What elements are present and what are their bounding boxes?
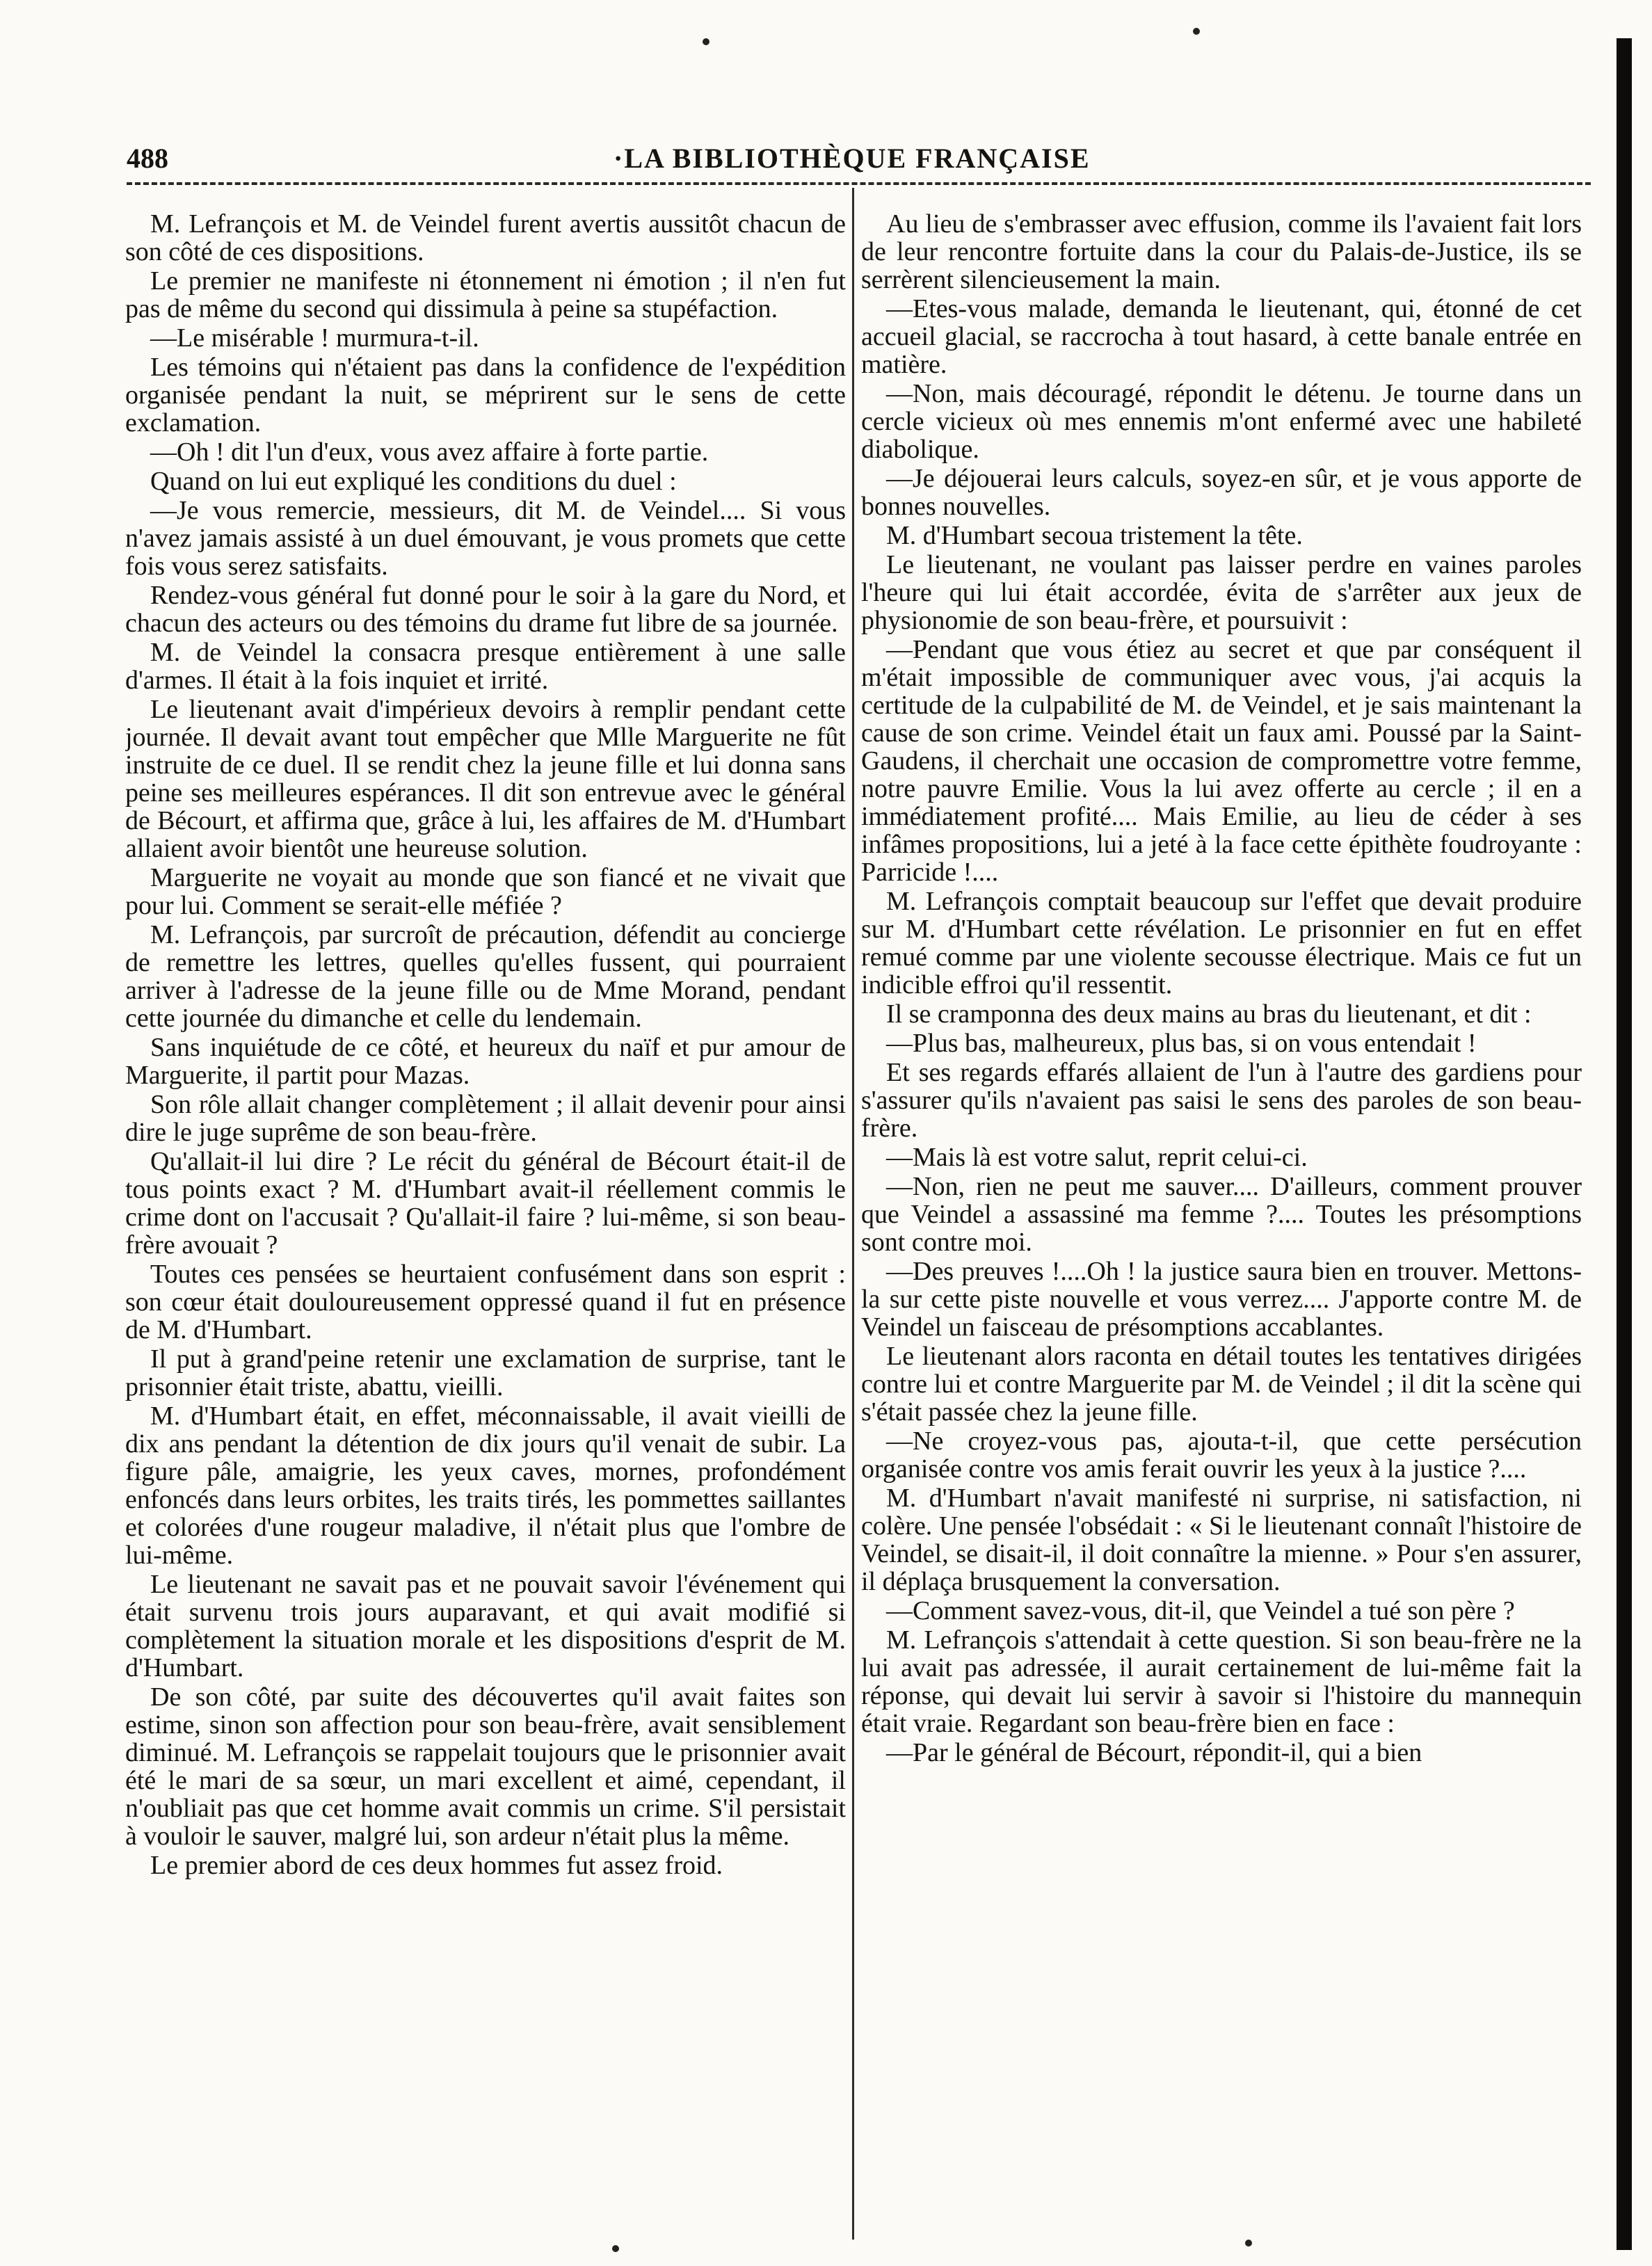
paragraph: Rendez-vous général fut donné pour le soir à la gare du Nord, et chacun des acteurs ou des témoins du drame fut libre de sa journée. (125, 581, 846, 638)
paragraph: Son rôle allait changer complètement ; il allait devenir pour ainsi dire le juge suprême de son beau-frère. (125, 1090, 846, 1147)
ink-speck (1245, 2240, 1252, 2247)
paragraph: Il put à grand'peine retenir une exclamation de surprise, tant le prisonnier était triste, abattu, vieilli. (125, 1344, 846, 1401)
paragraph: —Non, rien ne peut me sauver.... D'ailleurs, comment prouver que Veindel a assassiné ma femme ?.... Toutes les présomptions sont contre moi. (861, 1172, 1582, 1257)
paragraph: Le premier abord de ces deux hommes fut assez froid. (150, 1851, 723, 1880)
paragraph: —Par le général de Bécourt, répondit-il, qui a bien (886, 1738, 1422, 1767)
paragraph: —Je vous remercie, messieurs, dit M. de Veindel.... Si vous n'avez jamais assisté à un duel émouvant, je vous promets que cette fois vous serez satisfaits. (125, 496, 846, 581)
paragraph: —Oh ! dit l'un d'eux, vous avez affaire à forte partie. (150, 437, 709, 467)
paragraph: Il se cramponna des deux mains au bras du lieutenant, et dit : (886, 999, 1532, 1029)
page-number: 488 (127, 143, 168, 174)
paragraph: Qu'allait-il lui dire ? Le récit du général de Bécourt était-il de tous points exact ? M. d'Humbart avait-il réellement commis le crime dont on l'accusait ? Qu'allait-il faire ? lui-même, si son beau-frère avouait ? (125, 1147, 846, 1260)
paragraph: —Pendant que vous étiez au secret et que par conséquent il m'était impossible de communiquer avec vous, j'ai acquis la certitude de la culpabilité de M. de Veindel, et je sais maintenant la cause de son crime. Veindel était un faux ami. Poussé par la Saint-Gaudens, il cherchait une occasion de compromettre votre femme, notre pauvre Emilie. Vous la lui avez offerte au cercle ; il en a immédiatement profité.... Mais Emilie, au lieu de céder à ses infâmes propositions, lui a jeté à la face cette épithète foudroyante : Parricide !.... (861, 635, 1582, 887)
paragraph: M. de Veindel la consacra presque entièrement à une salle d'armes. Il était à la fois inquiet et irrité. (125, 638, 846, 695)
paragraph: —Ne croyez-vous pas, ajouta-t-il, que cette persécution organisée contre vos amis ferait ouvrir les yeux à la justice ?.... (861, 1427, 1582, 1484)
paragraph: M. Lefrançois s'attendait à cette question. Si son beau-frère ne la lui avait pas adressée, il aurait certainement de lui-même fait la réponse, qui devait lui servir à savoir si l'histoire du mannequin était vraie. Regardant son beau-frère bien en face : (861, 1625, 1582, 1738)
paragraph: M. d'Humbart secoua tristement la tête. (886, 521, 1303, 550)
paragraph: —Mais là est votre salut, reprit celui-ci. (886, 1143, 1308, 1172)
paragraph: —Non, mais découragé, répondit le détenu. Je tourne dans un cercle vicieux où mes ennemis m'ont enfermé avec une habileté diabolique. (861, 379, 1582, 464)
paragraph: —Des preuves !....Oh ! la justice saura bien en trouver. Mettons-la sur cette piste nouvelle et vous verrez.... J'apporte contre M. de Veindel un faisceau de présomptions accablantes. (861, 1257, 1582, 1342)
header-rule (127, 182, 1591, 185)
paragraph: De son côté, par suite des découvertes qu'il avait faites son estime, sinon son affection pour son beau-frère, avait sensiblement diminué. M. Lefrançois se rappelait toujours que le prisonnier avait été le mari de sa sœur, un mari excellent et aimé, cependant, il n'oubliait pas que cet homme avait commis un crime. S'il persistait à vouloir le sauver, malgré lui, son ardeur n'était plus la même. (125, 1682, 846, 1851)
paragraph: Les témoins qui n'étaient pas dans la confidence de l'expédition organisée pendant la nuit, se méprirent sur le sens de cette exclamation. (125, 353, 846, 437)
paragraph: —Comment savez-vous, dit-il, que Veindel a tué son père ? (886, 1596, 1515, 1625)
paragraph: Quand on lui eut expliqué les conditions du duel : (150, 467, 677, 496)
paragraph: Toutes ces pensées se heurtaient confusément dans son esprit : son cœur était douloureusement oppressé quand il fut en présence de M. d'Humbart. (125, 1260, 846, 1344)
ink-speck (612, 2245, 619, 2252)
paragraph: Sans inquiétude de ce côté, et heureux du naïf et pur amour de Marguerite, il partit pour Mazas. (125, 1033, 846, 1090)
paragraph: M. d'Humbart n'avait manifesté ni surprise, ni satisfaction, ni colère. Une pensée l'obsédait : « Si le lieutenant connaît l'histoire de Veindel, se disait-il, il doit connaître la mienne. » Pour s'en assurer, il déplaça brusquement la conversation. (861, 1484, 1582, 1596)
paragraph: Et ses regards effarés allaient de l'un à l'autre des gardiens pour s'assurer qu'ils n'avaient pas saisi le sens des paroles de son beau-frère. (861, 1058, 1582, 1143)
paragraph: —Le misérable ! murmura-t-il. (150, 323, 479, 353)
paragraph: Le lieutenant alors raconta en détail toutes les tentatives dirigées contre lui et contre Marguerite par M. de Veindel ; il dit la scène qui s'était passée chez la jeune fille. (861, 1342, 1582, 1427)
paragraph: Le lieutenant, ne voulant pas laisser perdre en vaines paroles l'heure qui lui était accordée, évita de s'arrêter aux jeux de physionomie de son beau-frère, et poursuivit : (861, 550, 1582, 635)
paragraph: —Etes-vous malade, demanda le lieutenant, qui, étonné de cet accueil glacial, se raccrocha à tout hasard, à cette banale entrée en matière. (861, 294, 1582, 379)
paragraph: Le premier ne manifeste ni étonnement ni émotion ; il n'en fut pas de même du second qui dissimula à peine sa stupéfaction. (125, 266, 846, 323)
right-column (861, 210, 1582, 2227)
paragraph: Le lieutenant avait d'impérieux devoirs à remplir pendant cette journée. Il devait avant tout empêcher que Mlle Marguerite ne fût instruite de ce duel. Il se rendit chez la jeune fille et lui donna sans peine ses meilleures espérances. Il dit son entrevue avec le général de Bécourt, et affirma que, grâce à lui, les affaires de M. d'Humbart allaient avoir bientôt une heureuse solution. (125, 695, 846, 863)
paragraph: —Je déjouerai leurs calculs, soyez-en sûr, et je vous apporte de bonnes nouvelles. (861, 464, 1582, 521)
scan-edge-shadow (1617, 38, 1632, 2250)
ink-speck (703, 38, 709, 45)
running-title: ·LA BIBLIOTHÈQUE FRANÇAISE (614, 143, 1091, 174)
paragraph: M. Lefrançois et M. de Veindel furent avertis aussitôt chacun de son côté de ces dispositions. (125, 210, 846, 266)
paragraph: M. Lefrançois comptait beaucoup sur l'effet que devait produire sur M. d'Humbart cette révélation. Le prisonnier en fut en effet remué comme par une violente secousse électrique. Mais ce fut un indicible effroi qu'il ressentit. (861, 887, 1582, 999)
left-column (125, 210, 846, 2227)
paragraph: Le lieutenant ne savait pas et ne pouvait savoir l'événement qui était survenu trois jours auparavant, et qui avait modifié si complètement la situation morale et les dispositions d'esprit de M. d'Humbart. (125, 1570, 846, 1682)
paragraph: M. d'Humbart était, en effet, méconnaissable, il avait vieilli de dix ans pendant la détention de dix jours qu'il venait de subir. La figure pâle, amaigrie, les yeux caves, mornes, profondément enfoncés dans leurs orbites, les traits tirés, les pommettes saillantes et colorées d'une rougeur maladive, il n'était plus que l'ombre de lui-même. (125, 1401, 846, 1570)
column-divider (852, 188, 854, 2240)
ink-speck (1193, 28, 1200, 35)
paragraph: Au lieu de s'embrasser avec effusion, comme ils l'avaient fait lors de leur rencontre fortuite dans la cour du Palais-de-Justice, ils se serrèrent silencieusement la main. (861, 210, 1582, 294)
paragraph: M. Lefrançois, par surcroît de précaution, défendit au concierge de remettre les lettres, quelles qu'elles fussent, qui pourraient arriver à l'adresse de la jeune fille ou de Mme Morand, pendant cette journée du dimanche et celle du lendemain. (125, 920, 846, 1033)
paragraph: Marguerite ne voyait au monde que son fiancé et ne vivait que pour lui. Comment se serait-elle méfiée ? (125, 863, 846, 920)
paragraph: —Plus bas, malheureux, plus bas, si on vous entendait ! (886, 1029, 1477, 1058)
page-header (127, 136, 1587, 185)
